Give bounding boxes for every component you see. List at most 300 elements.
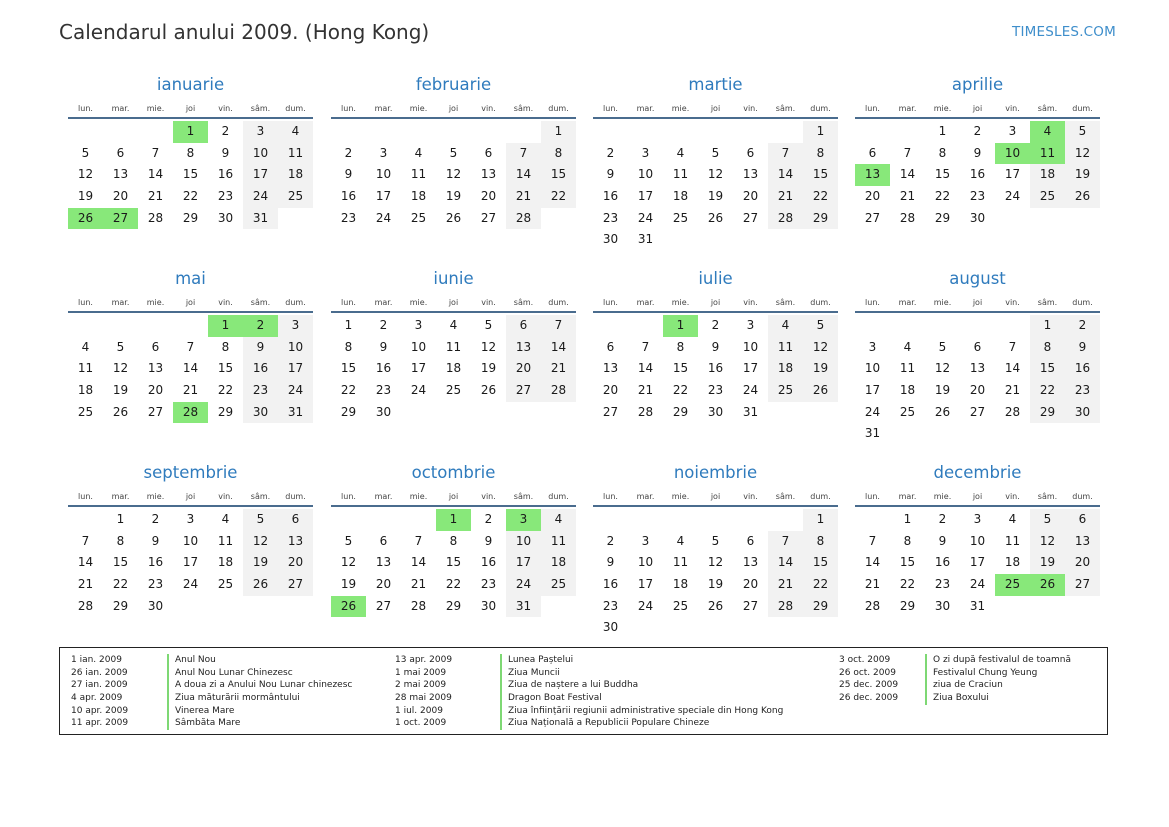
empty-cell [331,121,366,143]
day-cell: 27 [969,404,986,419]
day-cell: 16 [147,555,164,570]
weekday-label: mie. [146,298,165,307]
day-cell: 14 [899,167,916,182]
empty-cell [855,121,890,143]
day-cell: 24 [864,404,881,419]
day-cell: 1 [344,318,353,332]
brand-link[interactable]: TIMESLES.COM [1012,24,1116,40]
holiday-legend [59,647,1108,735]
weekday-label: vin. [481,492,496,501]
day-grid [68,507,313,617]
day-cell: 11 [768,337,803,359]
day-cell: 17 [278,358,313,380]
day-cell: 2 [221,124,230,138]
day-cell: 12 [480,339,497,354]
day-cell: 5 [484,318,493,332]
weekday-label: mie. [409,298,428,307]
day-cell: 19 [112,383,129,398]
weekday-label: sâm. [513,492,534,501]
holiday-date: 25 dec. 2009 [839,680,899,691]
holiday-row [71,654,352,667]
day-cell: 4 [676,533,685,548]
empty-cell [768,509,803,531]
day-cell: 3 [414,318,423,332]
month-name: mai [175,269,206,288]
day-cell: 14 [541,337,576,359]
empty-cell [103,121,138,143]
empty-cell [138,315,173,337]
day-cell: 17 [864,383,881,398]
month-septembrie [68,458,313,617]
day-cell: 30 [243,402,278,424]
day-cell: 13 [1065,531,1100,553]
holiday-date: 26 dec. 2009 [839,693,899,704]
day-cell: 11 [278,143,313,165]
holiday-row [395,654,783,667]
day-cell: 29 [217,404,234,419]
empty-cell [698,509,733,531]
weekday-label: lun. [865,298,880,307]
holiday-row [839,667,1071,680]
day-cell: 13 [147,361,164,376]
day-cell: 6 [278,509,313,531]
weekday-label: vin. [1005,298,1020,307]
month-name: decembrie [933,463,1022,482]
day-cell: 5 [116,339,125,354]
weekday-label: lun. [603,492,618,501]
day-cell: 30 [707,404,724,419]
day-cell: 6 [606,339,615,354]
month-name: martie [688,75,743,94]
holiday-row [71,679,352,692]
day-cell: 20 [1065,552,1100,574]
month-name: octombrie [411,463,496,482]
weekday-label: dum. [548,104,569,113]
day-cell: 25 [445,383,462,398]
day-cell: 15 [803,552,838,574]
day-cell: 15 [112,555,129,570]
day-cell: 13 [969,361,986,376]
day-cell: 6 [973,339,982,354]
day-cell: 21 [410,577,427,592]
weekday-label: mar. [111,492,130,501]
day-cell: 22 [934,189,951,204]
weekday-label: lun. [603,298,618,307]
day-cell: 3 [278,315,313,337]
month-name: august [949,269,1006,288]
day-cell: 29 [445,598,462,613]
day-cell: 16 [1065,358,1100,380]
day-cell: 6 [379,533,388,548]
weekday-label: sâm. [250,298,271,307]
day-cell: 10 [506,531,541,553]
empty-cell [331,509,366,531]
day-cell: 17 [243,164,278,186]
day-cell: 19 [445,189,462,204]
weekday-label: mie. [933,104,952,113]
day-cell: 6 [151,339,160,354]
day-grid [593,507,838,639]
day-cell: 20 [969,383,986,398]
weekday-header [331,294,576,313]
day-cell: 2 [1065,315,1100,337]
day-cell: 11 [217,533,234,548]
day-cell: 6 [484,145,493,160]
day-cell: 21 [182,383,199,398]
day-cell: 22 [803,186,838,208]
month-octombrie [331,458,576,617]
day-cell: 25 [672,210,689,225]
day-cell: 16 [340,189,357,204]
day-cell: 21 [147,189,164,204]
day-cell: 2 [484,512,493,526]
weekday-label: mie. [671,492,690,501]
day-cell: 28 [147,210,164,225]
day-cell: 27 [742,598,759,613]
day-cell: 8 [938,145,947,160]
month-name: septembrie [143,463,238,482]
day-cell: 23 [602,598,619,613]
day-cell: 14 [864,555,881,570]
weekday-label: lun. [78,492,93,501]
empty-cell [593,509,628,531]
empty-cell [138,121,173,143]
day-cell: 29 [803,208,838,230]
day-cell: 2 [938,512,947,526]
day-cell: 20 [112,189,129,204]
day-cell: 25 [541,574,576,596]
day-cell: 9 [1065,337,1100,359]
day-cell: 4 [414,145,423,160]
holiday-date: 13 apr. 2009 [395,655,453,665]
day-cell: 13 [278,531,313,553]
month-aprilie [855,70,1100,229]
day-cell: 20 [480,189,497,204]
day-cell: 16 [375,361,392,376]
day-cell: 19 [707,577,724,592]
weekday-label: joi [185,104,196,113]
weekday-label: vin. [481,298,496,307]
holiday-row [71,692,352,705]
weekday-label: joi [972,492,983,501]
empty-cell [366,121,401,143]
weekday-label: vin. [743,104,758,113]
day-cell: 31 [278,402,313,424]
day-cell: 22 [340,383,357,398]
holiday-row [395,717,783,730]
day-cell: 14 [1004,361,1021,376]
day-cell: 25 [217,577,234,592]
empty-cell [506,121,541,143]
day-cell: 10 [864,361,881,376]
day-grid [68,313,313,423]
day-cell: 28 [410,598,427,613]
empty-cell [68,121,103,143]
day-cell: 29 [672,404,689,419]
weekday-label: sâm. [250,104,271,113]
day-cell: 18 [672,577,689,592]
day-cell: 23 [602,210,619,225]
holiday-date: 11 apr. 2009 [71,718,129,729]
day-cell: 8 [449,533,458,548]
day-cell: 11 [1004,533,1021,548]
day-cell: 3 [641,145,650,160]
day-grid [331,119,576,229]
holiday-day-cell: 28 [173,402,208,424]
day-cell: 22 [803,574,838,596]
weekday-label: mie. [409,104,428,113]
holiday-row [839,692,1071,705]
day-cell: 14 [77,555,94,570]
day-cell: 7 [1008,339,1017,354]
weekday-label: mie. [146,492,165,501]
empty-cell [401,509,436,531]
day-cell: 25 [768,380,803,402]
weekday-label: joi [448,492,459,501]
day-grid [855,507,1100,617]
day-cell: 18 [77,383,94,398]
day-cell: 21 [1004,383,1021,398]
day-cell: 20 [375,577,392,592]
weekday-label: lun. [78,298,93,307]
empty-cell [628,315,663,337]
day-cell: 20 [147,383,164,398]
weekday-label: sâm. [775,104,796,113]
day-cell: 18 [899,383,916,398]
month-name: aprilie [951,75,1004,94]
holiday-column-2 [395,654,783,730]
day-cell: 7 [903,145,912,160]
weekday-label: mar. [898,298,917,307]
weekday-label: joi [185,298,196,307]
holiday-name: A doua zi a Anului Nou Lunar chinezesc [167,679,352,692]
day-cell: 26 [1065,186,1100,208]
day-grid [855,119,1100,229]
page-title: Calendarul anului 2009. (Hong Kong) [59,20,430,44]
day-cell: 23 [480,577,497,592]
holiday-date: 1 mai 2009 [395,667,447,678]
holiday-date: 26 ian. 2009 [71,667,128,678]
holiday-row [71,667,352,680]
weekday-label: dum. [548,298,569,307]
day-cell: 5 [803,315,838,337]
day-cell: 9 [711,339,720,354]
day-cell: 13 [742,167,759,182]
holiday-day-cell: 27 [103,208,138,230]
day-cell: 24 [410,383,427,398]
day-cell: 7 [641,339,650,354]
day-cell: 26 [707,210,724,225]
holiday-date: 27 ian. 2009 [71,680,128,691]
day-cell: 20 [864,189,881,204]
day-cell: 20 [506,358,541,380]
day-cell: 31 [864,426,881,441]
weekday-label: mar. [898,492,917,501]
holiday-date: 10 apr. 2009 [71,705,129,716]
month-februarie [331,70,576,229]
weekday-header [593,488,838,507]
day-cell: 15 [217,361,234,376]
day-cell: 11 [672,555,689,570]
day-cell: 13 [742,555,759,570]
day-cell: 13 [506,337,541,359]
weekday-header [68,100,313,119]
day-cell: 22 [445,577,462,592]
day-cell: 10 [742,339,759,354]
day-cell: 14 [147,167,164,182]
weekday-label: mie. [671,104,690,113]
day-cell: 23 [243,380,278,402]
weekday-label: vin. [481,104,496,113]
weekday-label: lun. [341,104,356,113]
weekday-label: joi [448,298,459,307]
day-cell: 7 [768,531,803,553]
day-cell: 3 [379,145,388,160]
holiday-date: 3 oct. 2009 [839,655,891,665]
empty-cell [960,315,995,337]
month-martie [593,70,838,251]
day-cell: 16 [934,555,951,570]
empty-cell [401,121,436,143]
holiday-name: Ziua de naștere a lui Buddha [500,679,638,692]
weekday-label: dum. [1072,492,1093,501]
day-cell: 25 [410,210,427,225]
day-cell: 22 [182,189,199,204]
holiday-name: ziua de Craciun [925,679,1003,692]
day-cell: 5 [1030,509,1065,531]
day-cell: 11 [899,361,916,376]
day-cell: 9 [344,167,353,182]
empty-cell [663,509,698,531]
holiday-name: Ziua Boxului [925,692,989,705]
day-cell: 25 [899,404,916,419]
day-cell: 12 [1030,531,1065,553]
day-cell: 1 [541,121,576,143]
day-cell: 5 [938,339,947,354]
day-cell: 17 [969,555,986,570]
weekday-label: dum. [285,298,306,307]
day-cell: 6 [868,145,877,160]
day-cell: 27 [506,380,541,402]
holiday-day-cell: 3 [506,509,541,531]
day-cell: 28 [899,210,916,225]
holiday-day-cell: 2 [243,315,278,337]
day-cell: 22 [1030,380,1065,402]
day-cell: 4 [676,145,685,160]
day-grid [68,119,313,229]
weekday-label: lun. [865,492,880,501]
day-cell: 11 [410,167,427,182]
weekday-header [593,100,838,119]
empty-cell [890,315,925,337]
holiday-name: Anul Nou [167,654,216,667]
day-cell: 26 [445,210,462,225]
holiday-day-cell: 13 [855,164,890,186]
weekday-label: mar. [636,104,655,113]
weekday-label: dum. [810,298,831,307]
day-cell: 31 [969,598,986,613]
weekday-label: joi [710,492,721,501]
holiday-day-cell: 1 [436,509,471,531]
holiday-date: 1 ian. 2009 [71,655,122,665]
month-ianuarie [68,70,313,229]
day-cell: 21 [541,358,576,380]
day-cell: 22 [112,577,129,592]
weekday-label: lun. [865,104,880,113]
day-cell: 12 [112,361,129,376]
day-cell: 8 [221,339,230,354]
day-cell: 4 [541,509,576,531]
empty-cell [733,121,768,143]
day-cell: 22 [541,186,576,208]
day-cell: 17 [506,552,541,574]
weekday-label: dum. [548,492,569,501]
day-cell: 23 [340,210,357,225]
day-cell: 6 [746,533,755,548]
weekday-header [855,488,1100,507]
day-cell: 20 [742,189,759,204]
empty-cell [855,315,890,337]
day-cell: 27 [278,574,313,596]
holiday-row [71,705,352,718]
holiday-day-cell: 26 [331,596,366,618]
holiday-day-cell: 1 [208,315,243,337]
day-cell: 23 [934,577,951,592]
day-cell: 10 [243,143,278,165]
day-cell: 3 [186,512,195,526]
day-cell: 30 [1065,402,1100,424]
day-cell: 23 [217,189,234,204]
day-cell: 21 [77,577,94,592]
day-cell: 29 [112,598,129,613]
day-cell: 21 [864,577,881,592]
day-cell: 10 [637,167,654,182]
weekday-label: joi [972,104,983,113]
day-cell: 1 [803,509,838,531]
holiday-day-cell: 11 [1030,143,1065,165]
day-cell: 6 [506,315,541,337]
day-cell: 20 [278,552,313,574]
day-cell: 3 [746,318,755,332]
day-cell: 4 [278,121,313,143]
day-cell: 9 [606,555,615,570]
day-cell: 18 [217,555,234,570]
day-cell: 28 [1004,404,1021,419]
day-cell: 11 [672,167,689,182]
day-cell: 19 [1030,552,1065,574]
day-cell: 22 [217,383,234,398]
day-cell: 13 [480,167,497,182]
empty-cell [68,315,103,337]
day-cell: 9 [151,533,160,548]
holiday-column-3 [839,654,1071,705]
day-cell: 10 [969,533,986,548]
weekday-label: vin. [218,298,233,307]
empty-cell [471,121,506,143]
day-cell: 5 [711,145,720,160]
day-cell: 19 [1065,164,1100,186]
weekday-label: mar. [374,298,393,307]
weekday-label: sâm. [1037,104,1058,113]
day-cell: 16 [602,189,619,204]
day-cell: 7 [506,143,541,165]
day-cell: 4 [81,339,90,354]
holiday-day-cell: 25 [995,574,1030,596]
day-cell: 29 [1030,402,1065,424]
day-cell: 1 [1030,315,1065,337]
weekday-label: dum. [1072,298,1093,307]
day-cell: 12 [77,167,94,182]
